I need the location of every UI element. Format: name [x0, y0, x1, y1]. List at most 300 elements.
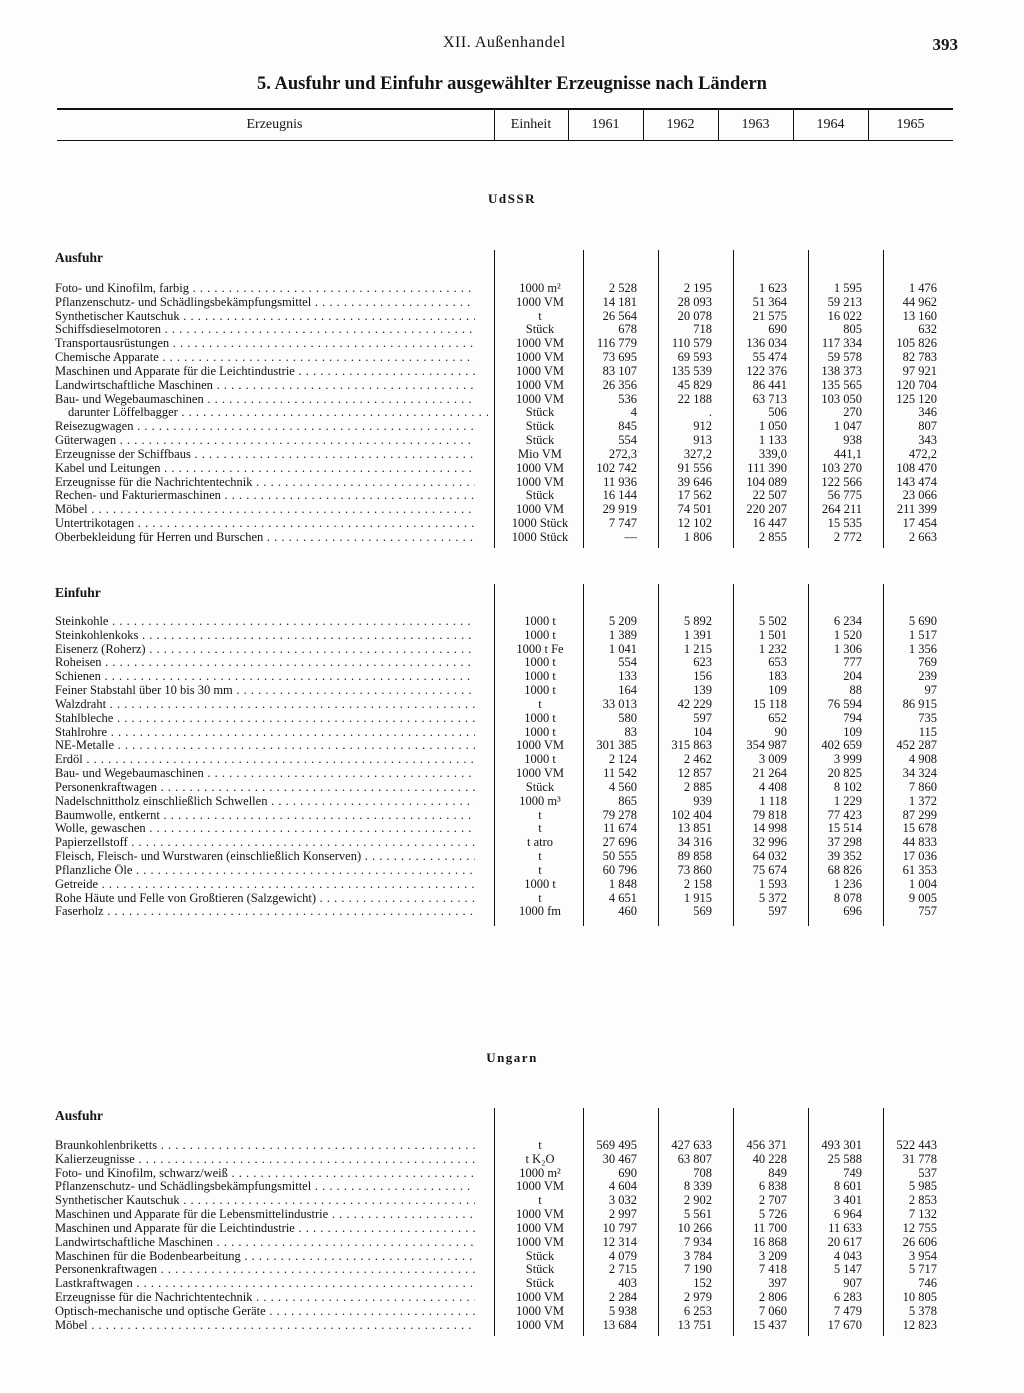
value-1963: 2 806 [758, 1290, 787, 1305]
value-1963: 136 034 [746, 336, 787, 351]
product-name: Pflanzenschutz- und Schädlingsbekämpfungsmittel . . . [55, 1180, 475, 1194]
unit-cell: 1000 VM [515, 350, 565, 365]
table-row [0, 905, 1024, 919]
value-1964: 1 520 [833, 627, 862, 642]
value-1964: 109 [843, 724, 862, 739]
value-1963: 16 868 [752, 1234, 787, 1249]
table-title: 5. Ausfuhr und Einfuhr ausgewählter Erzeugnisse nach Ländern [257, 74, 767, 94]
table-row [0, 1194, 1024, 1208]
value-1964: 696 [843, 904, 862, 919]
value-1962: 89 858 [677, 849, 712, 864]
value-1962: 2 885 [683, 779, 712, 794]
product-name: Personenkraftwagen . . . [55, 781, 475, 795]
product-name: Erzeugnisse der Schiffbaus . . . [55, 448, 475, 462]
value-1961: 690 [618, 1165, 637, 1180]
value-1965: 522 443 [896, 1138, 937, 1152]
value-1962: 74 501 [677, 502, 712, 517]
value-1964: 777 [843, 655, 862, 670]
value-1965: 1 372 [908, 793, 937, 808]
value-1964: 76 594 [827, 696, 862, 711]
value-1964: 1 306 [833, 641, 862, 656]
table-row [0, 864, 1024, 878]
table-row [0, 892, 1024, 906]
table-row [0, 1222, 1024, 1236]
value-1961: 554 [618, 655, 637, 670]
value-1963: 220 207 [746, 502, 787, 517]
product-name: Transportausrüstungen . . . [55, 337, 475, 351]
product-name: Pflanzliche Öle . . . [55, 864, 475, 878]
product-name: Möbel . . . [55, 1319, 475, 1333]
value-1964: 3 999 [833, 752, 862, 767]
value-1964: 117 334 [821, 336, 862, 351]
value-1965: 61 353 [902, 862, 937, 877]
value-1963: 40 228 [752, 1151, 787, 1166]
unit-cell: t [538, 807, 542, 822]
value-1963: 456 371 [746, 1138, 787, 1152]
value-1964: 25 588 [827, 1151, 862, 1166]
page-number: 393 [932, 35, 958, 54]
value-1965: 472,2 [908, 446, 937, 461]
value-1961: 678 [618, 322, 637, 337]
product-name: Steinkohlenkoks . . . [55, 629, 475, 643]
value-1964: 59 213 [827, 294, 862, 309]
value-1962: 8 339 [683, 1179, 712, 1194]
product-name: Erzeugnisse für die Nachrichtentechnik . . . [55, 1291, 475, 1305]
product-name: Erdöl . . . [55, 753, 475, 767]
value-1962: 327,2 [683, 446, 712, 461]
product-name: Pflanzenschutz- und Schädlingsbekämpfungsmittel . . . [55, 296, 475, 310]
value-1965: 12 755 [902, 1220, 937, 1235]
value-1965: 15 678 [902, 821, 937, 836]
value-1962: 1 391 [683, 627, 712, 642]
unit-cell: 1000 VM [515, 1303, 565, 1318]
value-1961: 12 314 [602, 1234, 637, 1249]
header-unit: Einheit [510, 117, 552, 132]
value-1963: 653 [768, 655, 787, 670]
value-1963: 1 232 [758, 641, 787, 656]
value-1964: 938 [843, 433, 862, 448]
table-row [0, 753, 1024, 767]
value-1961: 3 032 [608, 1193, 637, 1208]
product-name: Schiffsdieselmotoren . . . [55, 323, 475, 337]
value-1964: 1 229 [833, 793, 862, 808]
value-1962: 597 [693, 710, 712, 725]
value-1961: 1 848 [608, 876, 637, 891]
unit-cell: 1000 VM [515, 391, 565, 406]
value-1965: 115 [918, 724, 937, 739]
value-1962: 22 188 [677, 391, 712, 406]
table-row [0, 726, 1024, 740]
value-1963: 4 408 [758, 779, 787, 794]
product-name: Feiner Stabstahl über 10 bis 30 mm . . . [55, 684, 475, 698]
product-name: Synthetischer Kautschuk . . . [55, 310, 475, 324]
unit-cell: Stück [525, 322, 555, 337]
value-1964: 907 [843, 1276, 862, 1291]
unit-cell: 1000 Stück [511, 516, 569, 531]
value-1961: 554 [618, 433, 637, 448]
value-1962: . [708, 405, 712, 420]
value-1965: 108 470 [896, 460, 937, 475]
value-1961: 2 528 [608, 281, 637, 295]
value-1962: 73 860 [677, 862, 712, 877]
value-1964: 16 022 [827, 308, 862, 323]
value-1964: 15 535 [827, 516, 862, 531]
value-1963: 15 118 [753, 696, 787, 711]
table-row [0, 1277, 1024, 1291]
unit-cell: 1000 VM [515, 1290, 565, 1305]
product-name: Personenkraftwagen . . . [55, 1263, 475, 1277]
value-1961: 11 936 [603, 474, 637, 489]
table-row [0, 795, 1024, 809]
value-1963: 339,0 [758, 446, 787, 461]
value-1965: 97 921 [902, 363, 937, 378]
table-row [0, 1319, 1024, 1333]
header-year-1962: 1962 [666, 117, 695, 132]
unit-cell: 1000 VM [515, 1207, 565, 1222]
value-1961: 4 651 [608, 890, 637, 905]
value-1961: 2 715 [608, 1262, 637, 1277]
value-1964: 794 [843, 710, 862, 725]
value-1961: 30 467 [602, 1151, 637, 1166]
table-row [0, 337, 1024, 351]
product-name: Güterwagen . . . [55, 434, 475, 448]
unit-cell: 1000 VM [515, 336, 565, 351]
header-product: Erzeugnis [246, 117, 303, 132]
value-1965: 120 704 [896, 377, 937, 392]
product-name: Oberbekleidung für Herren und Burschen . . . [55, 531, 475, 545]
product-name: Schienen . . . [55, 670, 475, 684]
subheading-ausfuhr: Ausfuhr [55, 250, 104, 265]
value-1962: 939 [693, 793, 712, 808]
value-1964: 103 050 [821, 391, 862, 406]
value-1961: 4 079 [608, 1248, 637, 1263]
value-1965: 746 [918, 1276, 937, 1291]
value-1962: 718 [693, 322, 712, 337]
value-1962: 102 404 [671, 807, 712, 822]
value-1964: 5 147 [833, 1262, 862, 1277]
value-1961: 83 107 [602, 363, 637, 378]
value-1965: 632 [918, 322, 937, 337]
value-1965: 13 160 [902, 308, 937, 323]
unit-cell: 1000 t [524, 876, 556, 891]
value-1965: 17 454 [902, 516, 937, 531]
value-1964: 493 301 [821, 1138, 862, 1152]
value-1961: 301 385 [596, 738, 637, 753]
value-1962: 3 784 [683, 1248, 712, 1263]
value-1963: 1 593 [758, 876, 787, 891]
value-1961: 580 [618, 710, 637, 725]
value-1965: 105 826 [896, 336, 937, 351]
value-1964: 8 102 [833, 779, 862, 794]
unit-cell: 1000 VM [515, 363, 565, 378]
table-row [0, 503, 1024, 517]
value-1965: 17 036 [902, 849, 937, 864]
product-name: Reisezugwagen . . . [55, 420, 475, 434]
value-1965: 735 [918, 710, 937, 725]
country-heading-ungarn: Ungarn [486, 1050, 538, 1065]
value-1965: 5 378 [908, 1303, 937, 1318]
value-1962: 13 851 [677, 821, 712, 836]
value-1964: 56 775 [827, 488, 862, 503]
table-row [0, 406, 1024, 420]
table-row [0, 767, 1024, 781]
value-1964: 122 566 [821, 474, 862, 489]
header-year-1963: 1963 [741, 117, 770, 132]
value-1961: 73 695 [602, 350, 637, 365]
value-1962: 135 539 [671, 363, 712, 378]
value-1962: 10 266 [677, 1220, 712, 1235]
value-1961: 13 684 [602, 1317, 637, 1332]
table-row [0, 351, 1024, 365]
value-1963: 690 [768, 322, 787, 337]
value-1963: 1 118 [759, 793, 787, 808]
unit-cell: t K₂O [525, 1151, 555, 1166]
value-1963: 2 707 [758, 1193, 787, 1208]
value-1963: 86 441 [752, 377, 787, 392]
unit-cell: Stück [525, 488, 555, 503]
unit-cell: 1000 Stück [511, 529, 569, 544]
table-row [0, 822, 1024, 836]
value-1965: 769 [918, 655, 937, 670]
value-1965: 86 915 [902, 696, 937, 711]
table-row [0, 365, 1024, 379]
table-row [0, 836, 1024, 850]
value-1963: 354 987 [746, 738, 787, 753]
value-1965: 4 908 [908, 752, 937, 767]
unit-cell: t [538, 890, 542, 905]
value-1961: 5 209 [608, 614, 637, 628]
table-row [0, 615, 1024, 629]
value-1961: 116 779 [596, 336, 637, 351]
value-1964: 20 825 [827, 766, 862, 781]
value-1964: 15 514 [827, 821, 862, 836]
table-row [0, 629, 1024, 643]
value-1965: 82 783 [902, 350, 937, 365]
unit-cell: t [538, 1138, 542, 1152]
value-1964: 37 298 [827, 835, 862, 850]
value-1961: — [624, 529, 637, 544]
unit-cell: Stück [525, 1262, 555, 1277]
value-1965: 10 805 [902, 1290, 937, 1305]
table-row [0, 1236, 1024, 1250]
value-1963: 111 390 [747, 460, 787, 475]
product-name: darunter Löffelbagger . . . [55, 406, 488, 420]
value-1964: 135 565 [821, 377, 862, 392]
table-row [0, 296, 1024, 310]
value-1965: 143 474 [896, 474, 937, 489]
table-row [0, 1139, 1024, 1153]
table-row [0, 712, 1024, 726]
product-name: Eisenerz (Roherz) . . . [55, 643, 475, 657]
value-1962: 12 857 [677, 766, 712, 781]
value-1963: 11 700 [753, 1220, 787, 1235]
product-name: Optisch-mechanische und optische Geräte . . . [55, 1305, 475, 1319]
value-1963: 5 372 [758, 890, 787, 905]
unit-cell: Stück [525, 419, 555, 434]
value-1965: 44 833 [902, 835, 937, 850]
value-1961: 2 124 [608, 752, 637, 767]
header-year-1965: 1965 [896, 117, 925, 132]
value-1962: 12 102 [677, 516, 712, 531]
unit-cell: t atro [526, 835, 554, 850]
udssr-einfuhr-rows [0, 615, 1024, 919]
product-name: Chemische Apparate . . . [55, 351, 475, 365]
product-name: Steinkohle . . . [55, 615, 475, 629]
value-1962: 2 902 [683, 1193, 712, 1208]
unit-cell: t [538, 849, 542, 864]
value-1962: 2 195 [683, 281, 712, 295]
value-1961: 11 674 [603, 821, 637, 836]
value-1962: 569 [693, 904, 712, 919]
table-row [0, 462, 1024, 476]
value-1962: 13 751 [677, 1317, 712, 1332]
value-1963: 652 [768, 710, 787, 725]
value-1961: 27 696 [602, 835, 637, 850]
value-1961: 845 [618, 419, 637, 434]
value-1961: 2 284 [608, 1290, 637, 1305]
value-1963: 1 133 [758, 433, 787, 448]
value-1963: 79 818 [752, 807, 787, 822]
product-name: Stahlrohre . . . [55, 726, 475, 740]
value-1961: 403 [618, 1276, 637, 1291]
product-name: Untertrikotagen . . . [55, 517, 475, 531]
unit-cell: Stück [525, 405, 555, 420]
value-1963: 14 998 [752, 821, 787, 836]
value-1965: 125 120 [896, 391, 937, 406]
unit-cell: 1000 t [524, 614, 556, 628]
value-1962: 69 593 [677, 350, 712, 365]
value-1961: 14 181 [602, 294, 637, 309]
value-1963: 22 507 [752, 488, 787, 503]
unit-cell: 1000 t [524, 627, 556, 642]
table-row [0, 1305, 1024, 1319]
header-year-1964: 1964 [816, 117, 845, 132]
product-name: Rohe Häute und Felle von Großtieren (Salzgewicht) . . . [55, 892, 475, 906]
value-1964: 264 211 [821, 502, 862, 517]
unit-cell: 1000 VM [515, 1317, 565, 1332]
value-1962: 20 078 [677, 308, 712, 323]
value-1964: 805 [843, 322, 862, 337]
table-row [0, 517, 1024, 531]
unit-cell: 1000 VM [515, 1179, 565, 1194]
product-name: Baumwolle, entkernt . . . [55, 809, 475, 823]
product-name: Bau- und Wegebaumaschinen . . . [55, 767, 475, 781]
unit-cell: 1000 VM [515, 738, 565, 753]
unit-cell: Stück [525, 433, 555, 448]
value-1963: 6 838 [758, 1179, 787, 1194]
value-1965: 211 399 [896, 502, 937, 517]
value-1964: 3 401 [833, 1193, 862, 1208]
product-name: Lastkraftwagen . . . [55, 1277, 475, 1291]
value-1961: 2 997 [608, 1207, 637, 1222]
product-name: Wolle, gewaschen . . . [55, 822, 475, 836]
unit-cell: Mio VM [518, 446, 562, 461]
value-1963: 55 474 [752, 350, 787, 365]
value-1962: 913 [693, 433, 712, 448]
table-row [0, 476, 1024, 490]
product-name: Getreide . . . [55, 878, 475, 892]
value-1963: 90 [774, 724, 787, 739]
value-1965: 23 066 [902, 488, 937, 503]
value-1961: 4 604 [608, 1179, 637, 1194]
value-1961: 11 542 [603, 766, 637, 781]
value-1965: 12 823 [902, 1317, 937, 1332]
product-name: Stahlbleche . . . [55, 712, 475, 726]
unit-cell: t [538, 862, 542, 877]
value-1962: 912 [693, 419, 712, 434]
table-row [0, 434, 1024, 448]
country-heading-udssr: UdSSR [488, 191, 536, 206]
value-1963: 21 575 [752, 308, 787, 323]
value-1964: 17 670 [827, 1317, 862, 1332]
table-row [0, 850, 1024, 864]
value-1964: 68 826 [827, 862, 862, 877]
value-1965: 5 717 [908, 1262, 937, 1277]
value-1965: 1 476 [908, 281, 937, 295]
value-1965: 5 985 [908, 1179, 937, 1194]
value-1963: 3 209 [758, 1248, 787, 1263]
product-name: NE-Metalle . . . [55, 739, 475, 753]
product-name: Kabel und Leitungen . . . [55, 462, 475, 476]
value-1962: 6 253 [683, 1303, 712, 1318]
value-1963: 1 050 [758, 419, 787, 434]
value-1961: 865 [618, 793, 637, 808]
value-1961: 102 742 [596, 460, 637, 475]
table-row [0, 781, 1024, 795]
value-1963: 63 713 [752, 391, 787, 406]
value-1961: 10 797 [602, 1220, 637, 1235]
value-1961: 16 144 [602, 488, 637, 503]
value-1964: 7 479 [833, 1303, 862, 1318]
value-1964: 20 617 [827, 1234, 862, 1249]
table-row [0, 1208, 1024, 1222]
value-1962: 5 561 [683, 1207, 712, 1222]
value-1965: 537 [918, 1165, 937, 1180]
table-row [0, 1291, 1024, 1305]
value-1961: 1 389 [608, 627, 637, 642]
value-1963: 1 623 [758, 281, 787, 295]
product-name: Foto- und Kinofilm, schwarz/weiß . . . [55, 1167, 475, 1181]
product-name: Faserholz . . . [55, 905, 475, 919]
value-1961: 272,3 [608, 446, 637, 461]
unit-cell: 1000 t [524, 724, 556, 739]
value-1961: 33 013 [602, 696, 637, 711]
value-1964: 6 283 [833, 1290, 862, 1305]
product-name: Synthetischer Kautschuk . . . [55, 1194, 475, 1208]
product-name: Papierzellstoff . . . [55, 836, 475, 850]
unit-cell: 1000 VM [515, 1234, 565, 1249]
value-1962: 2 462 [683, 752, 712, 767]
value-1963: 5 502 [758, 614, 787, 628]
value-1965: 452 287 [896, 738, 937, 753]
value-1964: 88 [849, 683, 862, 698]
table-row [0, 670, 1024, 684]
value-1961: 83 [624, 724, 637, 739]
unit-cell: Stück [525, 1276, 555, 1291]
value-1964: 4 043 [833, 1248, 862, 1263]
value-1964: 59 578 [827, 350, 862, 365]
unit-cell: 1000 m² [519, 1165, 561, 1180]
value-1964: 103 270 [821, 460, 862, 475]
value-1965: 31 778 [902, 1151, 937, 1166]
value-1962: 104 [693, 724, 712, 739]
value-1964: 39 352 [827, 849, 862, 864]
value-1962: 315 863 [671, 738, 712, 753]
value-1965: 1 004 [908, 876, 937, 891]
value-1961: 4 560 [608, 779, 637, 794]
value-1962: 5 892 [683, 614, 712, 628]
value-1962: 152 [693, 1276, 712, 1291]
